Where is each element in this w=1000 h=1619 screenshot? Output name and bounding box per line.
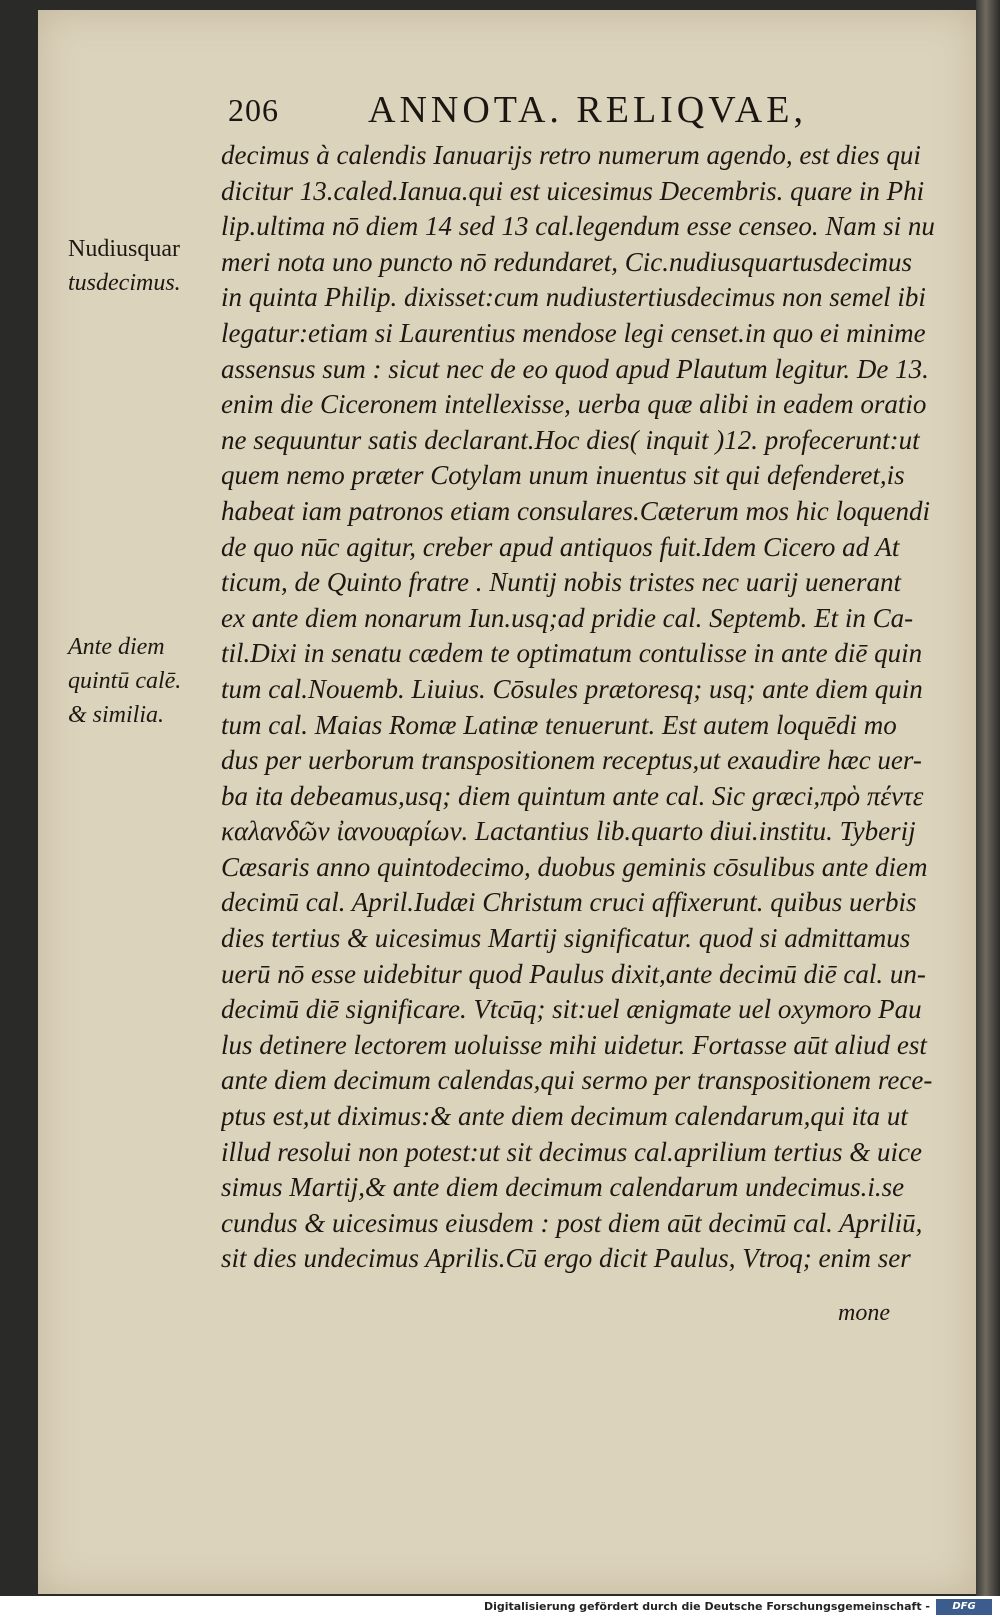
marginal-line: quintū calē. [68, 668, 182, 694]
text-line: illud resolui non potest:ut sit decimus cal.aprilium tertius & uice [221, 1136, 922, 1167]
text-line: ex ante diem nonarum Iun.usq;ad pridie cal. Septemb. Et in Ca- [221, 602, 914, 633]
text-line: assensus sum : sicut nec de eo quod apud Plautum legitur. De 13. [221, 353, 929, 384]
text-line: habeat iam patronos etiam consulares.Cæterum mos hic loquendi [221, 495, 930, 526]
text-line: til.Dixi in senatu cædem te optimatum contulisse in ante diē quin [221, 638, 923, 669]
text-line: lus detinere lectorem uoluisse mihi uidetur. Fortasse aūt aliud est [221, 1029, 927, 1060]
text-line: ticum, de Quinto fratre . Nuntij nobis tristes nec uarij uenerant [221, 567, 901, 598]
text-line: legatur:etiam si Laurentius mendose legi censet.in quo ei minime [221, 317, 926, 348]
text-line: dicitur 13.caled.Ianua.qui est uicesimus Decembris. quare in Phi [221, 175, 925, 206]
text-line: enim die Ciceronem intellexisse, uerba quæ alibi in eadem oratio [221, 389, 927, 420]
running-title: ANNOTA. RELIQVAE, [368, 89, 807, 131]
dfg-logo[interactable]: DFG [936, 1599, 992, 1615]
funding-credit: Digitalisierung gefördert durch die Deutsche Forschungsgemeinschaft - [483, 1600, 930, 1613]
text-line: ne sequuntur satis declarant.Hoc dies( inquit )12. profecerunt:ut [221, 424, 920, 455]
text-line: sit dies undecimus Aprilis.Cū ergo dicit Paulus, Vtroq; enim ser [221, 1243, 911, 1274]
marginal-line: tusdecimus. [68, 270, 181, 296]
text-line: ptus est,ut diximus:& ante diem decimum calendarum,qui ita ut [221, 1101, 908, 1132]
text-line: lip.ultima nō diem 14 sed 13 cal.legendum esse censeo. Nam si nu [221, 211, 935, 242]
body-text [221, 138, 941, 1277]
text-line: καλανδῶν ἰανουαρίων. Lactantius lib.quarto diui.institu. Tyberij [221, 816, 916, 847]
text-line: tum cal.Nouemb. Liuius. Cōsules prætoresq; usq; ante diem quin [221, 673, 923, 704]
footer-bar [0, 1596, 1000, 1619]
catchword: mone [838, 1300, 890, 1326]
text-line: decimus à calendis Ianuarijs retro numerum agendo, est dies qui [221, 140, 921, 170]
text-line: decimū diē significare. Vtcūq; sit:uel ænigmate uel oxymoro Pau [221, 994, 922, 1025]
text-line: meri nota uno puncto nō redundaret, Cic.nudiusquartusdecimus [221, 246, 912, 277]
book-edge [976, 0, 1000, 1596]
text-line: simus Martij,& ante diem decimum calendarum undecimus.i.se [221, 1172, 905, 1203]
text-line: uerū nō esse uidebitur quod Paulus dixit,ante decimū diē cal. un- [221, 958, 926, 989]
text-line: tum cal. Maias Romæ Latinæ tenuerunt. Est autem loquēdi mo [221, 709, 897, 740]
text-line: dies tertius & uicesimus Martij significatur. quod si admittamus [221, 923, 911, 954]
marginal-line: Ante diem [68, 634, 165, 660]
text-line: dus per uerborum transpositionem receptus,ut exaudire hæc uer- [221, 745, 922, 776]
marginal-note-nudiusquartusdecimus [68, 232, 218, 300]
text-line: ba ita debeamus,usq; diem quintum ante cal. Sic græci,πρὸ πέντε [221, 780, 924, 811]
page-number: 206 [228, 92, 279, 128]
text-line: ante diem decimum calendas,qui sermo per transpositionem rece- [221, 1065, 933, 1096]
text-line: de quo nūc agitur, creber apud antiquos fuit.Idem Cicero ad At [221, 531, 900, 562]
marginal-note-ante-diem [68, 630, 218, 732]
running-head [38, 82, 976, 132]
book-page [38, 10, 976, 1594]
text-line: cundus & uicesimus eiusdem : post diem aūt decimū cal. Apriliū, [221, 1207, 923, 1238]
marginal-line: Nudiusquar [68, 236, 180, 262]
marginal-line: & similia. [68, 702, 165, 728]
text-line: decimū cal. April.Iudæi Christum cruci affixerunt. quibus uerbis [221, 887, 917, 918]
text-line: Cæsaris anno quintodecimo, duobus geminis cōsulibus ante diem [221, 851, 928, 882]
text-line: in quinta Philip. dixisset:cum nudiustertiusdecimus non semel ibi [221, 282, 926, 313]
text-line: quem nemo præter Cotylam unum inuentus sit qui defenderet,is [221, 460, 905, 491]
